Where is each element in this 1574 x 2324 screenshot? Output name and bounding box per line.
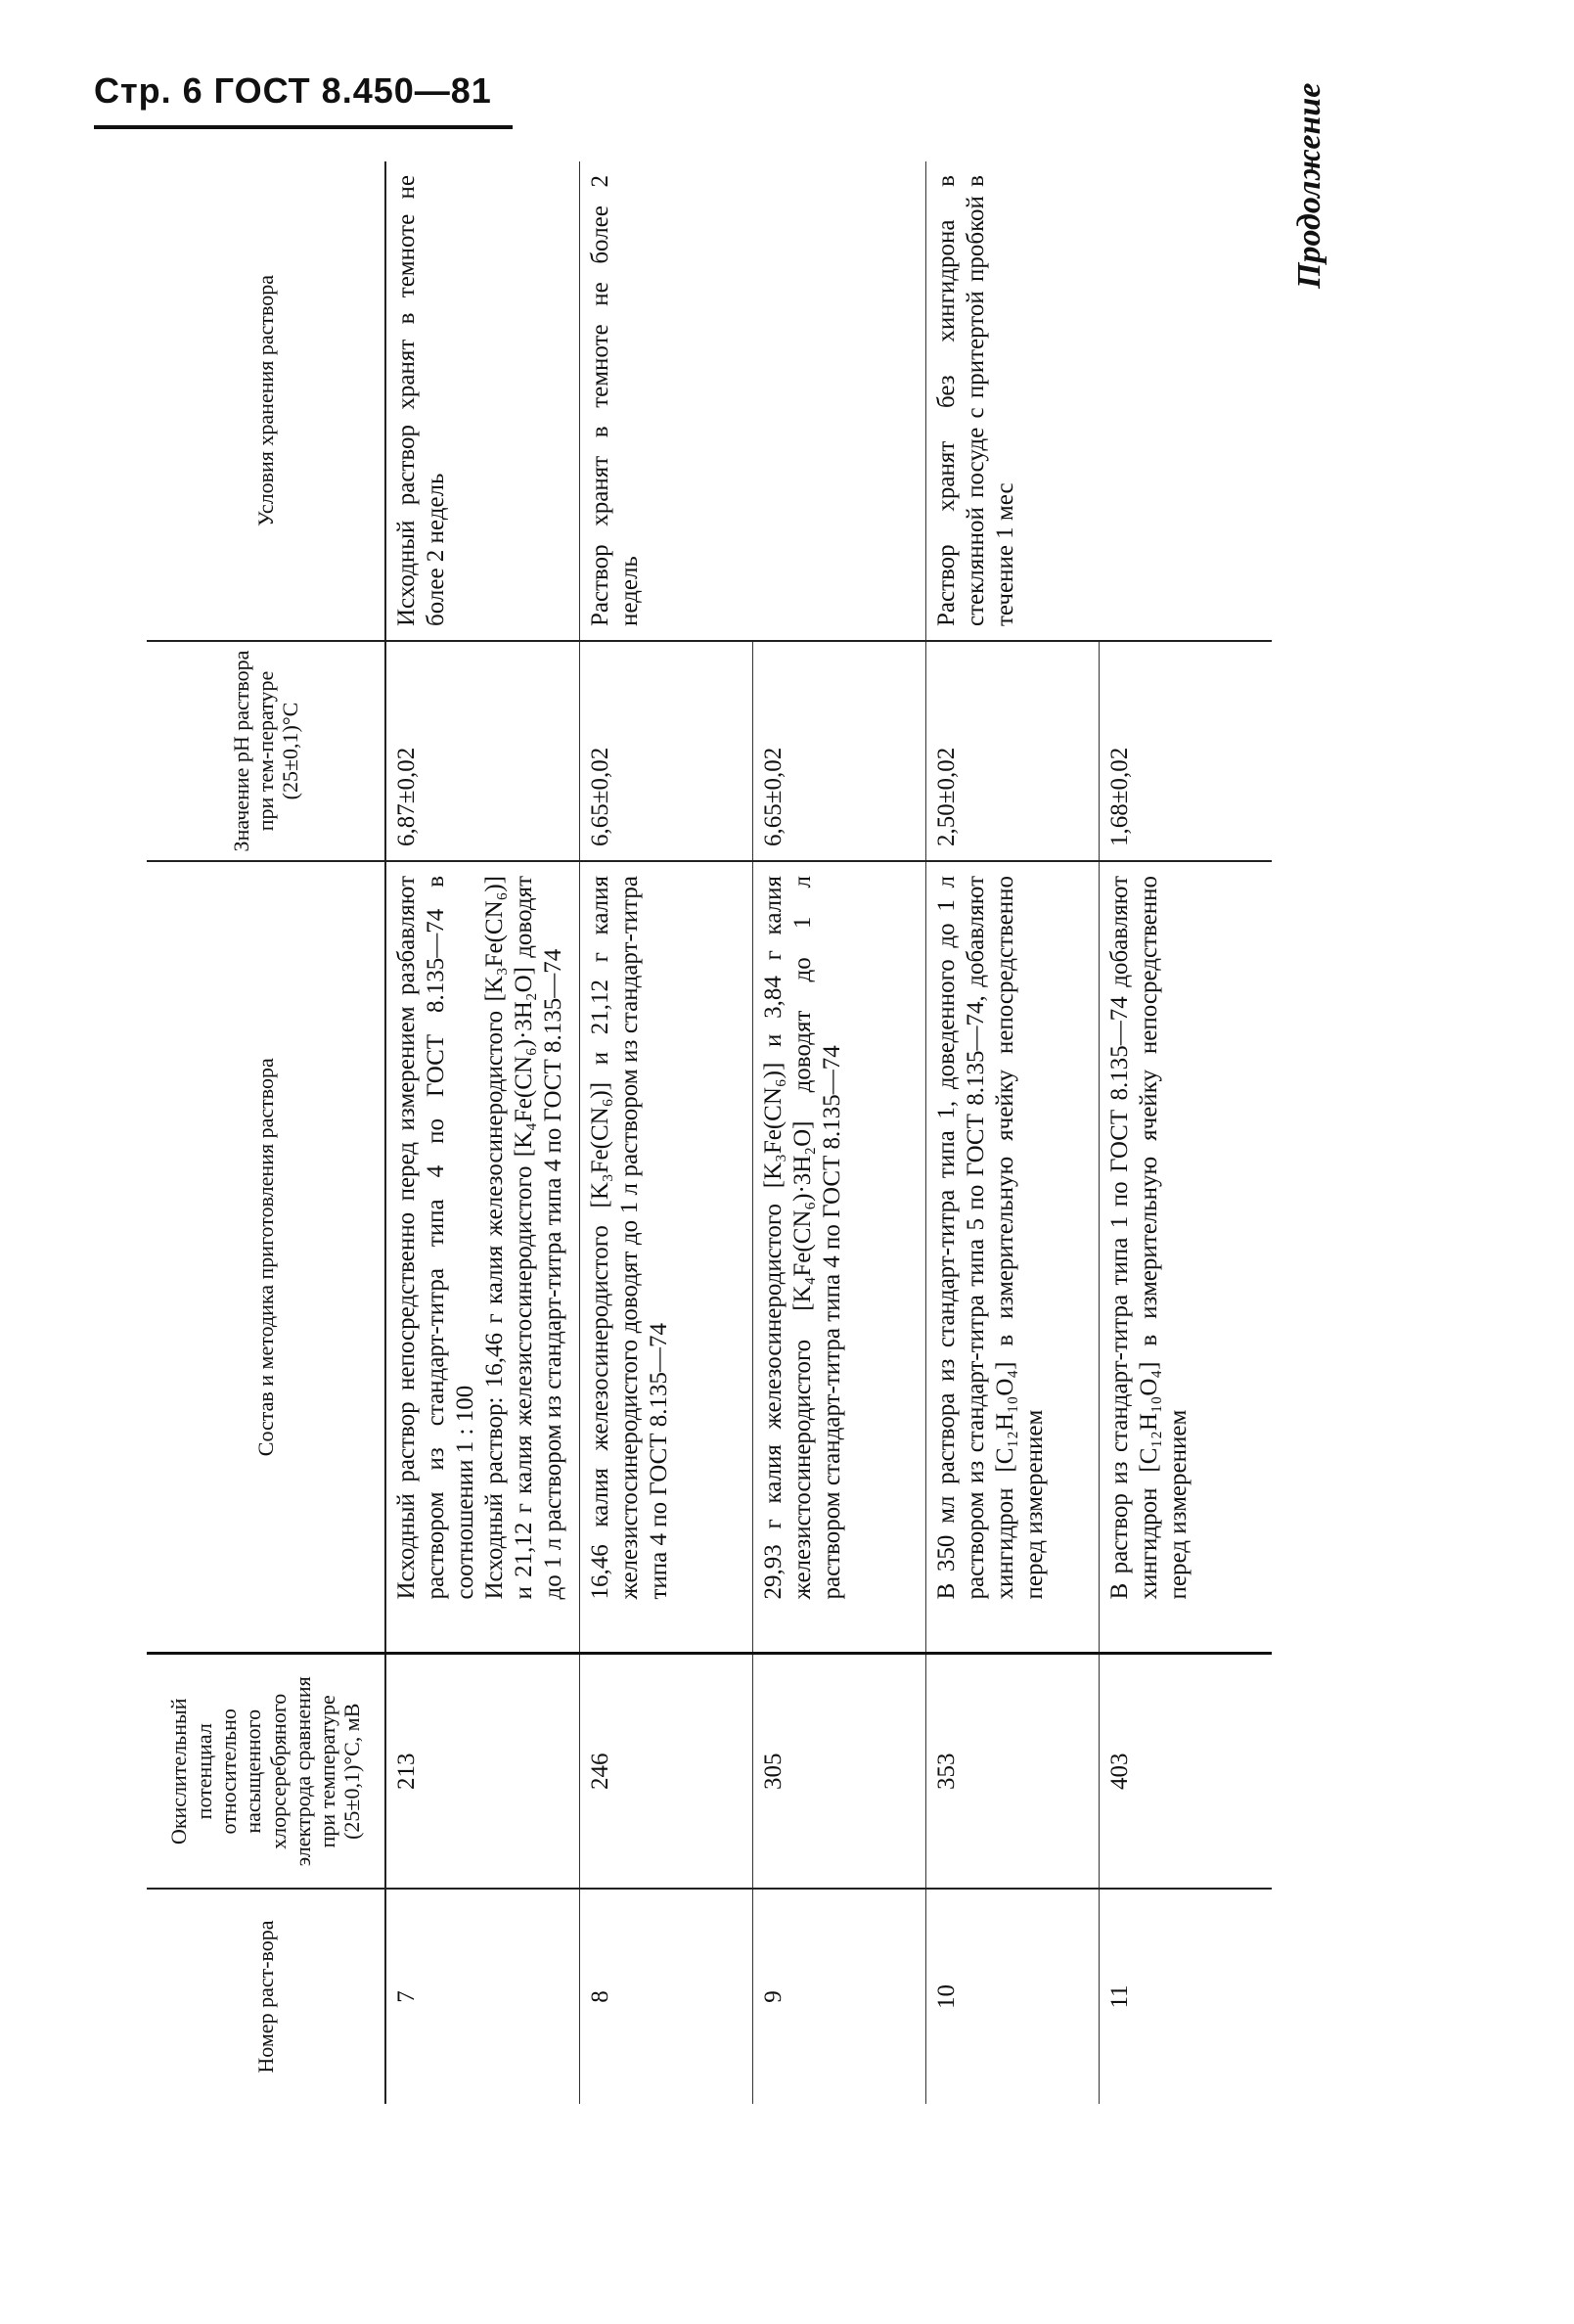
- header-rule: [94, 125, 513, 129]
- row-composition: [752, 861, 925, 1654]
- composition-paragraph: В 350 мл раствора из стандарт-титра типа 1, доведенного до 1 л раствором из стандарт-титра типа 5 по ГОСТ 8.135—74, добавляют хингидрон [C₁₂H₁₀O₄] в измерительную ячейку непосредственно перед измерением: [932, 876, 1048, 1600]
- continued-label: Продолжение: [1291, 82, 1327, 289]
- col-header-potential: Окислительный потенциал относительно насыщенного хлорсеребряного электрода сравнения при температуре (25±0,1)°С, мВ: [147, 1654, 385, 1889]
- row-storage: [1099, 161, 1272, 641]
- row-potential: 403: [1099, 1654, 1272, 1889]
- col-header-composition: Состав и методика приготовления раствора: [147, 861, 385, 1654]
- row-potential: 246: [579, 1654, 752, 1889]
- row-potential: 305: [752, 1654, 925, 1889]
- table-row: [385, 161, 579, 2104]
- composition-paragraph: 29,93 г калия железосинеродистого [K₃Fe(CN₆)] и 3,84 г калия железистосинеродистого [K₄Fe(CN₆)·3H₂O] доводят до 1 л раствором стандарт-титра типа 4 по ГОСТ 8.135—74: [759, 876, 845, 1600]
- col-header-storage: Условия хранения раствора: [147, 161, 385, 641]
- col-header-ph: Значение рН раствора при тем-пературе (25±0,1)°С: [147, 641, 385, 861]
- composition-paragraph: Исходный раствор: 16,46 г калия железосинеродистого [K₃Fe(CN₆)] и 21,12 г калия железистосинеродистого [K₄Fe(CN₆)·3H₂O] доводят до 1 л раствором из стандарт-титра типа 4 по ГОСТ 8.135—74: [481, 876, 566, 1600]
- row-ph: 6,65±0,02: [752, 641, 925, 861]
- row-storage: Раствор хранят без хингидрона в стеклянной посуде с притертой пробкой в течение 1 мес: [925, 161, 1099, 641]
- row-composition: [925, 861, 1099, 1654]
- row-storage: Исходный раствор хранят в темноте не более 2 недель: [385, 161, 579, 641]
- composition-paragraph: 16,46 калия железосинеродистого [K₃Fe(CN₆)] и 21,12 г калия железистосинеродистого доводят до 1 л раствором из стандарт-титра типа 4 по ГОСТ 8.135—74: [586, 876, 672, 1600]
- table-header-row: [147, 161, 385, 2104]
- col-header-number: Номер раст-вора: [147, 1889, 385, 2104]
- table-row: [925, 161, 1099, 2104]
- row-composition: [385, 861, 579, 1654]
- row-ph: 2,50±0,02: [925, 641, 1099, 861]
- row-number: 9: [752, 1889, 925, 2104]
- row-storage: [752, 161, 925, 641]
- row-ph: 6,65±0,02: [579, 641, 752, 861]
- row-number: 11: [1105, 1984, 1133, 2009]
- table-row: [579, 161, 752, 2104]
- table-row: [752, 161, 925, 2104]
- row-ph: 6,87±0,02: [385, 641, 579, 861]
- row-storage: Раствор хранят в темноте не более 2 недель: [579, 161, 752, 641]
- composition-paragraph: В раствор из стандарт-титра типа 1 по ГОСТ 8.135—74 добавляют хингидрон [C₁₂H₁₀O₄] в измерительную ячейку непосредственно перед измерением: [1105, 876, 1192, 1600]
- buffer-solutions-table: [147, 161, 1272, 2104]
- row-composition: [579, 861, 752, 1654]
- row-composition: [1099, 861, 1272, 1654]
- composition-paragraph: Исходный раствор непосредственно перед измерением разбавляют раствором из стандарт-титра типа 4 по ГОСТ 8.135—74 в соотношении 1 : 100: [393, 876, 478, 1600]
- row-number: 10: [925, 1889, 1099, 2104]
- row-potential: 353: [925, 1654, 1099, 1889]
- row-potential: 213: [385, 1654, 579, 1889]
- row-number: 7: [385, 1889, 579, 2104]
- page-header: Стр. 6 ГОСТ 8.450—81: [94, 70, 492, 111]
- row-number: 8: [579, 1889, 752, 2104]
- table-row: [1099, 161, 1272, 2104]
- row-ph: 1,68±0,02: [1099, 641, 1272, 861]
